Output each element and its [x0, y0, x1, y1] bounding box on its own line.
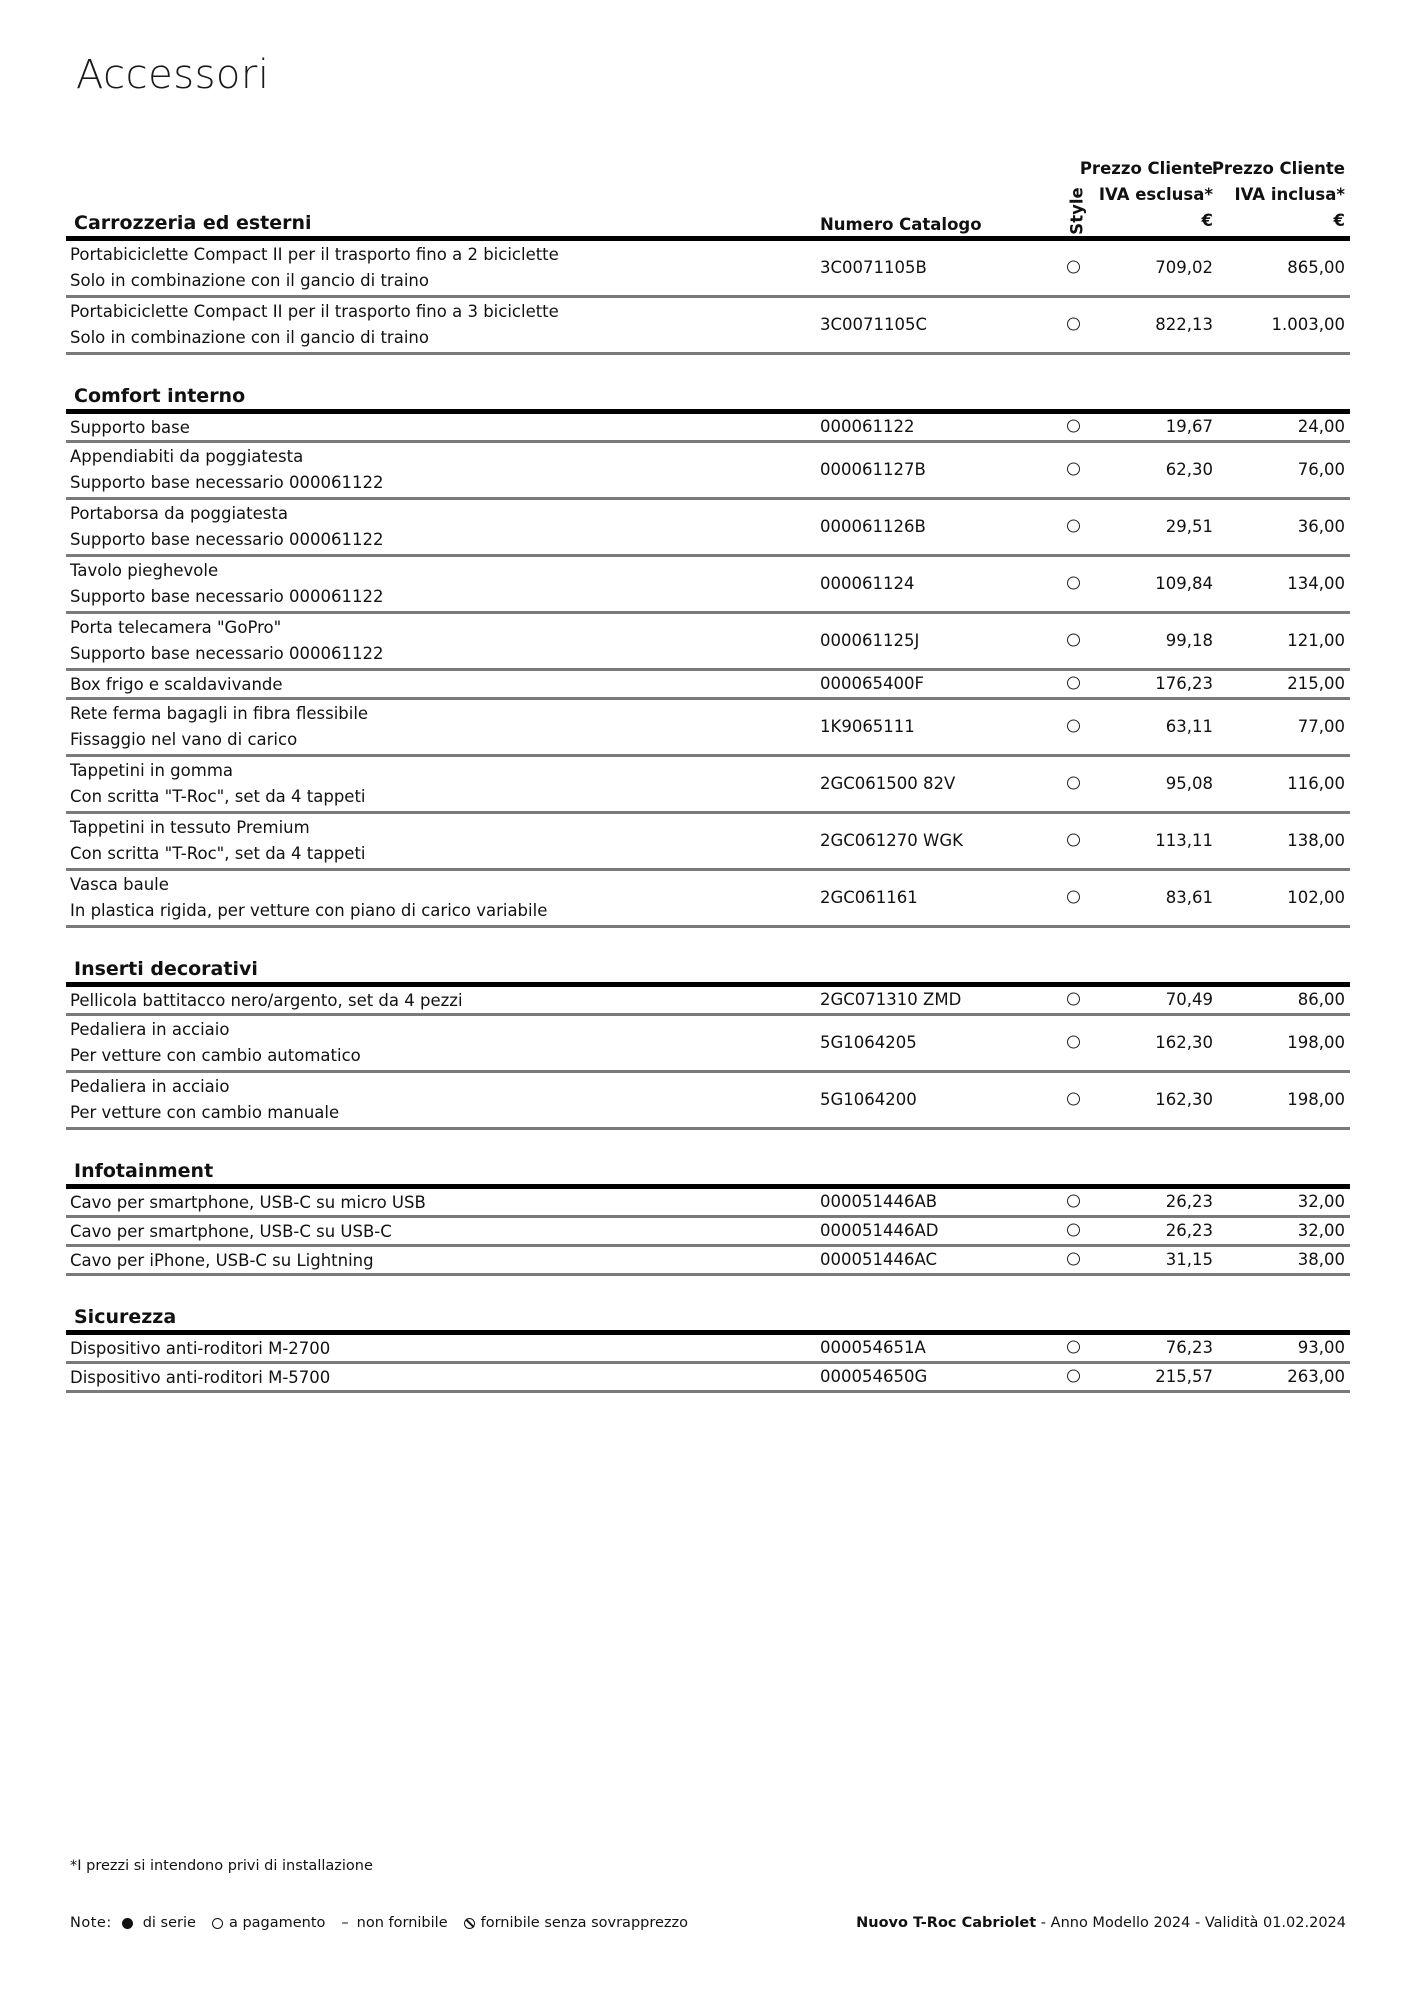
item-name: Box frigo e scaldavivande: [70, 675, 283, 694]
item-description: [70, 1190, 426, 1216]
no-charge-circle-icon: [464, 1918, 475, 1929]
item-description: [70, 1074, 339, 1126]
price-ex-vat: 70,49: [1165, 990, 1213, 1009]
item-description: [70, 1248, 374, 1274]
item-name: Portabiciclette Compact II per il trasporto fino a 3 biciclette: [70, 302, 559, 321]
empty-circle-icon: [1067, 1341, 1080, 1354]
empty-circle-icon: [1067, 1036, 1080, 1049]
item-note: Supporto base necessario 000061122: [70, 473, 384, 492]
item-note: Solo in combinazione con il gancio di traino: [70, 328, 429, 347]
column-header-style: Style: [1067, 187, 1087, 235]
legend: [70, 1915, 704, 1931]
empty-circle-icon: [1067, 420, 1080, 433]
empty-circle-icon: [1067, 261, 1080, 274]
price-ex-vat: 99,18: [1165, 631, 1213, 650]
catalog-number: 2GC071310 ZMD: [820, 990, 962, 1009]
table-section: [66, 1304, 1350, 1393]
dash-icon: –: [341, 1915, 349, 1931]
item-name: Dispositivo anti-roditori M-5700: [70, 1368, 331, 1387]
catalog-number: 000051446AB: [820, 1192, 938, 1211]
item-name: Tappetini in gomma: [70, 761, 234, 780]
item-description: [70, 988, 463, 1014]
item-name: Dispositivo anti-roditori M-2700: [70, 1339, 331, 1358]
price-ex-vat: 176,23: [1155, 674, 1213, 693]
price-ex-vat: 19,67: [1165, 417, 1213, 436]
item-note: In plastica rigida, per vetture con piano di carico variabile: [70, 901, 548, 920]
empty-circle-icon: [1067, 463, 1080, 476]
item-description: [70, 501, 383, 553]
accessories-table: [66, 160, 1350, 1393]
empty-circle-icon: [1067, 720, 1080, 733]
catalog-number: 2GC061161: [820, 888, 918, 907]
catalog-number: 3C0071105C: [820, 315, 928, 334]
price-inc-vat: 198,00: [1287, 1033, 1345, 1052]
price-inc-vat: 76,00: [1297, 460, 1345, 479]
price-ex-vat: 822,13: [1155, 315, 1213, 334]
item-description: [70, 299, 559, 351]
footnote: *I prezzi si intendono privi di installazione: [70, 1858, 373, 1874]
price-ex-vat: 76,23: [1165, 1338, 1213, 1357]
price-ex-vat: 215,57: [1155, 1367, 1213, 1386]
price-inc-vat: 77,00: [1297, 717, 1345, 736]
section-title: Infotainment: [74, 1160, 214, 1182]
price-inc-vat: 198,00: [1287, 1090, 1345, 1109]
price-inc-vat: 32,00: [1297, 1221, 1345, 1240]
item-description: [70, 1017, 361, 1069]
empty-circle-icon: [1067, 520, 1080, 533]
price-inc-vat: 138,00: [1287, 831, 1345, 850]
item-description: [70, 815, 366, 867]
item-name: Supporto base: [70, 418, 190, 437]
model-validity: [856, 1915, 1346, 1931]
item-description: [70, 872, 547, 924]
section-title: Carrozzeria ed esterni: [74, 212, 312, 234]
model-details: - Anno Modello 2024 - Validità 01.02.2024: [1036, 1915, 1346, 1931]
table-row: [66, 814, 1350, 871]
table-row: [66, 298, 1350, 355]
page-title: Accessori: [76, 52, 270, 98]
catalog-number: 000061125J: [820, 631, 920, 650]
table-row: [66, 757, 1350, 814]
catalog-number: 000054651A: [820, 1338, 926, 1357]
price-inc-vat: 36,00: [1297, 517, 1345, 536]
price-inc-vat: 215,00: [1287, 674, 1345, 693]
item-note: Supporto base necessario 000061122: [70, 530, 384, 549]
price-ex-vat: 83,61: [1165, 888, 1213, 907]
price-ex-vat: 95,08: [1165, 774, 1213, 793]
price-ex-vat: 113,11: [1155, 831, 1213, 850]
column-header-price-inc-vat: Prezzo Cliente IVA inclusa* €: [1211, 159, 1345, 230]
empty-circle-icon: [1067, 1093, 1080, 1106]
empty-circle-icon: [1067, 1370, 1080, 1383]
item-description: [70, 1336, 330, 1362]
price-inc-vat: 121,00: [1287, 631, 1345, 650]
price-inc-vat: 93,00: [1297, 1338, 1345, 1357]
item-description: [70, 558, 383, 610]
legend-label: Note:: [70, 1915, 112, 1931]
table-row: [66, 1073, 1350, 1130]
item-description: [70, 1365, 330, 1391]
filled-circle-icon: [122, 1918, 133, 1929]
catalog-number: 000051446AD: [820, 1221, 939, 1240]
catalog-number: 000051446AC: [820, 1250, 937, 1269]
catalog-number: 2GC061270 WGK: [820, 831, 963, 850]
item-note: Con scritta "T-Roc", set da 4 tappeti: [70, 787, 366, 806]
empty-circle-icon: [1067, 834, 1080, 847]
catalog-number: 000061127B: [820, 460, 926, 479]
section-title: Sicurezza: [74, 1306, 177, 1328]
table-row: [66, 1364, 1350, 1393]
empty-circle-icon: [1067, 777, 1080, 790]
catalog-number: 2GC061500 82V: [820, 774, 956, 793]
item-description: [70, 758, 366, 810]
table-row: [66, 241, 1350, 298]
item-note: Per vetture con cambio manuale: [70, 1103, 340, 1122]
section-title: Inserti decorativi: [74, 958, 258, 980]
item-name: Tappetini in tessuto Premium: [70, 818, 310, 837]
price-ex-vat: 26,23: [1165, 1221, 1213, 1240]
item-description: [70, 242, 559, 294]
price-inc-vat: 116,00: [1287, 774, 1345, 793]
legend-item-no-charge: fornibile senza sovrapprezzo: [464, 1915, 688, 1931]
table-row: [66, 1247, 1350, 1276]
table-row: [66, 1189, 1350, 1218]
item-description: [70, 672, 283, 698]
price-inc-vat: 102,00: [1287, 888, 1345, 907]
item-note: Con scritta "T-Roc", set da 4 tappeti: [70, 844, 366, 863]
empty-circle-icon: [1067, 577, 1080, 590]
item-description: [70, 701, 368, 753]
table-row: [66, 1335, 1350, 1364]
item-name: Pellicola battitacco nero/argento, set da 4 pezzi: [70, 991, 463, 1010]
table-section: [66, 956, 1350, 1130]
table-row: [66, 871, 1350, 928]
item-name: Appendiabiti da poggiatesta: [70, 447, 304, 466]
catalog-number: 5G1064205: [820, 1033, 917, 1052]
price-ex-vat: 26,23: [1165, 1192, 1213, 1211]
catalog-number: 1K9065111: [820, 717, 915, 736]
item-note: Supporto base necessario 000061122: [70, 587, 384, 606]
empty-circle-icon: [1067, 677, 1080, 690]
catalog-number: 5G1064200: [820, 1090, 917, 1109]
item-name: Cavo per smartphone, USB-C su USB-C: [70, 1222, 392, 1241]
item-name: Portaborsa da poggiatesta: [70, 504, 288, 523]
table-row: [66, 500, 1350, 557]
item-note: Per vetture con cambio automatico: [70, 1046, 361, 1065]
item-note: Supporto base necessario 000061122: [70, 644, 384, 663]
table-row: [66, 671, 1350, 700]
table-row: [66, 557, 1350, 614]
column-header-catalog-number: Numero Catalogo: [820, 215, 982, 234]
item-name: Pedaliera in acciaio: [70, 1020, 230, 1039]
catalog-number: 000061122: [820, 417, 915, 436]
price-ex-vat: 29,51: [1165, 517, 1213, 536]
empty-circle-icon: [1067, 318, 1080, 331]
item-name: Tavolo pieghevole: [70, 561, 219, 580]
item-note: Fissaggio nel vano di carico: [70, 730, 298, 749]
item-note: Solo in combinazione con il gancio di traino: [70, 271, 429, 290]
price-ex-vat: 31,15: [1165, 1250, 1213, 1269]
model-name: Nuovo T-Roc Cabriolet: [856, 1915, 1037, 1931]
table-header: [66, 160, 1350, 236]
empty-circle-icon: [1067, 891, 1080, 904]
table-section: [66, 383, 1350, 928]
catalog-number: 3C0071105B: [820, 258, 927, 277]
price-inc-vat: 134,00: [1287, 574, 1345, 593]
section-title: Comfort interno: [74, 385, 246, 407]
price-ex-vat: 62,30: [1165, 460, 1213, 479]
item-description: [70, 444, 383, 496]
item-name: Cavo per iPhone, USB-C su Lightning: [70, 1251, 374, 1270]
table-row: [66, 700, 1350, 757]
table-section: [66, 1158, 1350, 1276]
price-inc-vat: 865,00: [1287, 258, 1345, 277]
item-description: [70, 1219, 392, 1245]
item-name: Cavo per smartphone, USB-C su micro USB: [70, 1193, 426, 1212]
empty-circle-icon: [212, 1918, 223, 1929]
table-row: [66, 1218, 1350, 1247]
price-ex-vat: 109,84: [1155, 574, 1213, 593]
price-inc-vat: 32,00: [1297, 1192, 1345, 1211]
price-inc-vat: 263,00: [1287, 1367, 1345, 1386]
item-description: [70, 415, 190, 441]
table-row: [66, 987, 1350, 1016]
item-name: Pedaliera in acciaio: [70, 1077, 230, 1096]
table-row: [66, 614, 1350, 671]
item-name: Vasca baule: [70, 875, 169, 894]
empty-circle-icon: [1067, 993, 1080, 1006]
price-inc-vat: 86,00: [1297, 990, 1345, 1009]
table-row: [66, 414, 1350, 443]
empty-circle-icon: [1067, 1224, 1080, 1237]
price-ex-vat: 162,30: [1155, 1033, 1213, 1052]
item-description: [70, 615, 383, 667]
catalog-number: 000061126B: [820, 517, 926, 536]
legend-item-standard: di serie: [122, 1915, 196, 1931]
price-inc-vat: 24,00: [1297, 417, 1345, 436]
sections-container: [66, 236, 1350, 1393]
legend-item-paid: a pagamento: [212, 1915, 325, 1931]
price-inc-vat: 38,00: [1297, 1250, 1345, 1269]
legend-item-not-available: – non fornibile: [341, 1915, 448, 1931]
column-header-price-ex-vat: Prezzo Cliente IVA esclusa* €: [1079, 159, 1213, 230]
price-ex-vat: 162,30: [1155, 1090, 1213, 1109]
table-row: [66, 443, 1350, 500]
catalog-number: 000065400F: [820, 674, 924, 693]
table-section: [66, 236, 1350, 355]
catalog-number: 000054650G: [820, 1367, 928, 1386]
price-ex-vat: 709,02: [1155, 258, 1213, 277]
table-row: [66, 1016, 1350, 1073]
price-inc-vat: 1.003,00: [1271, 315, 1345, 334]
empty-circle-icon: [1067, 1195, 1080, 1208]
catalog-number: 000061124: [820, 574, 915, 593]
item-name: Rete ferma bagagli in fibra flessibile: [70, 704, 369, 723]
price-ex-vat: 63,11: [1165, 717, 1213, 736]
item-name: Portabiciclette Compact II per il trasporto fino a 2 biciclette: [70, 245, 559, 264]
item-name: Porta telecamera "GoPro": [70, 618, 282, 637]
empty-circle-icon: [1067, 634, 1080, 647]
empty-circle-icon: [1067, 1253, 1080, 1266]
